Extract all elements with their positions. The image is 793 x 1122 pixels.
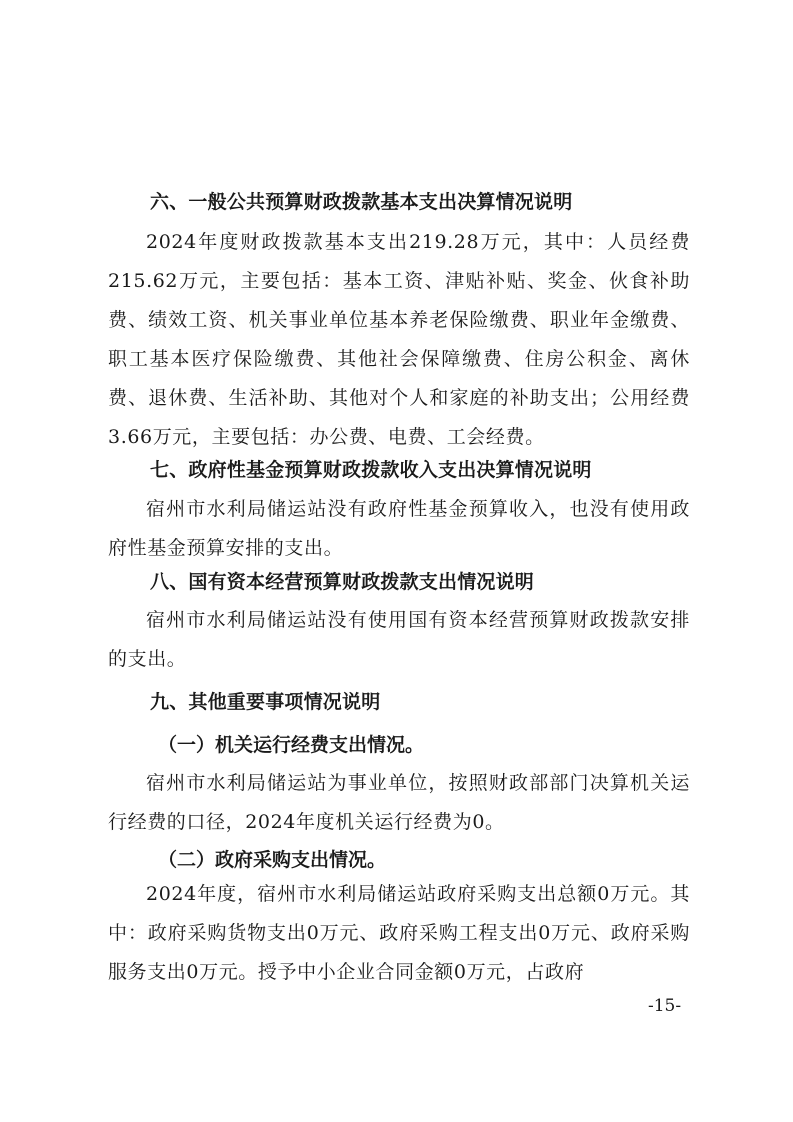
- subsection-2-heading: （二）政府采购支出情况。: [158, 849, 387, 871]
- section-7-paragraph: 宿州市水利局储运站没有政府性基金预算收入，也没有使用政府性基金预算安排的支出。: [108, 498, 690, 559]
- section-8-heading: 八、国有资本经营预算财政拨款支出情况说明: [150, 571, 535, 593]
- section-8-paragraph: 宿州市水利局储运站没有使用国有资本经营预算财政拨款安排的支出。: [108, 609, 690, 670]
- subsection-2-paragraph: 2024年度，宿州市水利局储运站政府采购支出总额0万元。其中：政府采购货物支出0万元、政府采购工程支出0万元、政府采购服务支出0万元。授予中小企业合同金额0万元，占政府: [108, 883, 690, 983]
- subsection-1-paragraph: 宿州市水利局储运站为事业单位，按照财政部部门决算机关运行经费的口径，2024年度机关运行经费为0。: [108, 772, 690, 833]
- page-number: -15-: [648, 996, 682, 1016]
- section-6-heading: 六、一般公共预算财政拨款基本支出决算情况说明: [150, 191, 573, 213]
- section-6-paragraph: 2024年度财政拨款基本支出219.28万元，其中：人员经费215.62万元，主要包括：基本工资、津贴补贴、奖金、伙食补助费、绩效工资、机关事业单位基本养老保险缴费、职业年金缴费、职工基本医疗保险缴费、其他社会保障缴费、住房公积金、离休费、退休费、生活补助、其他对个人和家庭的补助支出；公用经费3.66万元，主要包括：办公费、电费、工会经费。: [108, 231, 690, 448]
- section-9-heading: 九、其他重要事项情况说明: [150, 691, 381, 713]
- subsection-1-heading: （一）机关运行经费支出情况。: [158, 734, 425, 756]
- section-7-heading: 七、政府性基金预算财政拨款收入支出决算情况说明: [150, 459, 592, 481]
